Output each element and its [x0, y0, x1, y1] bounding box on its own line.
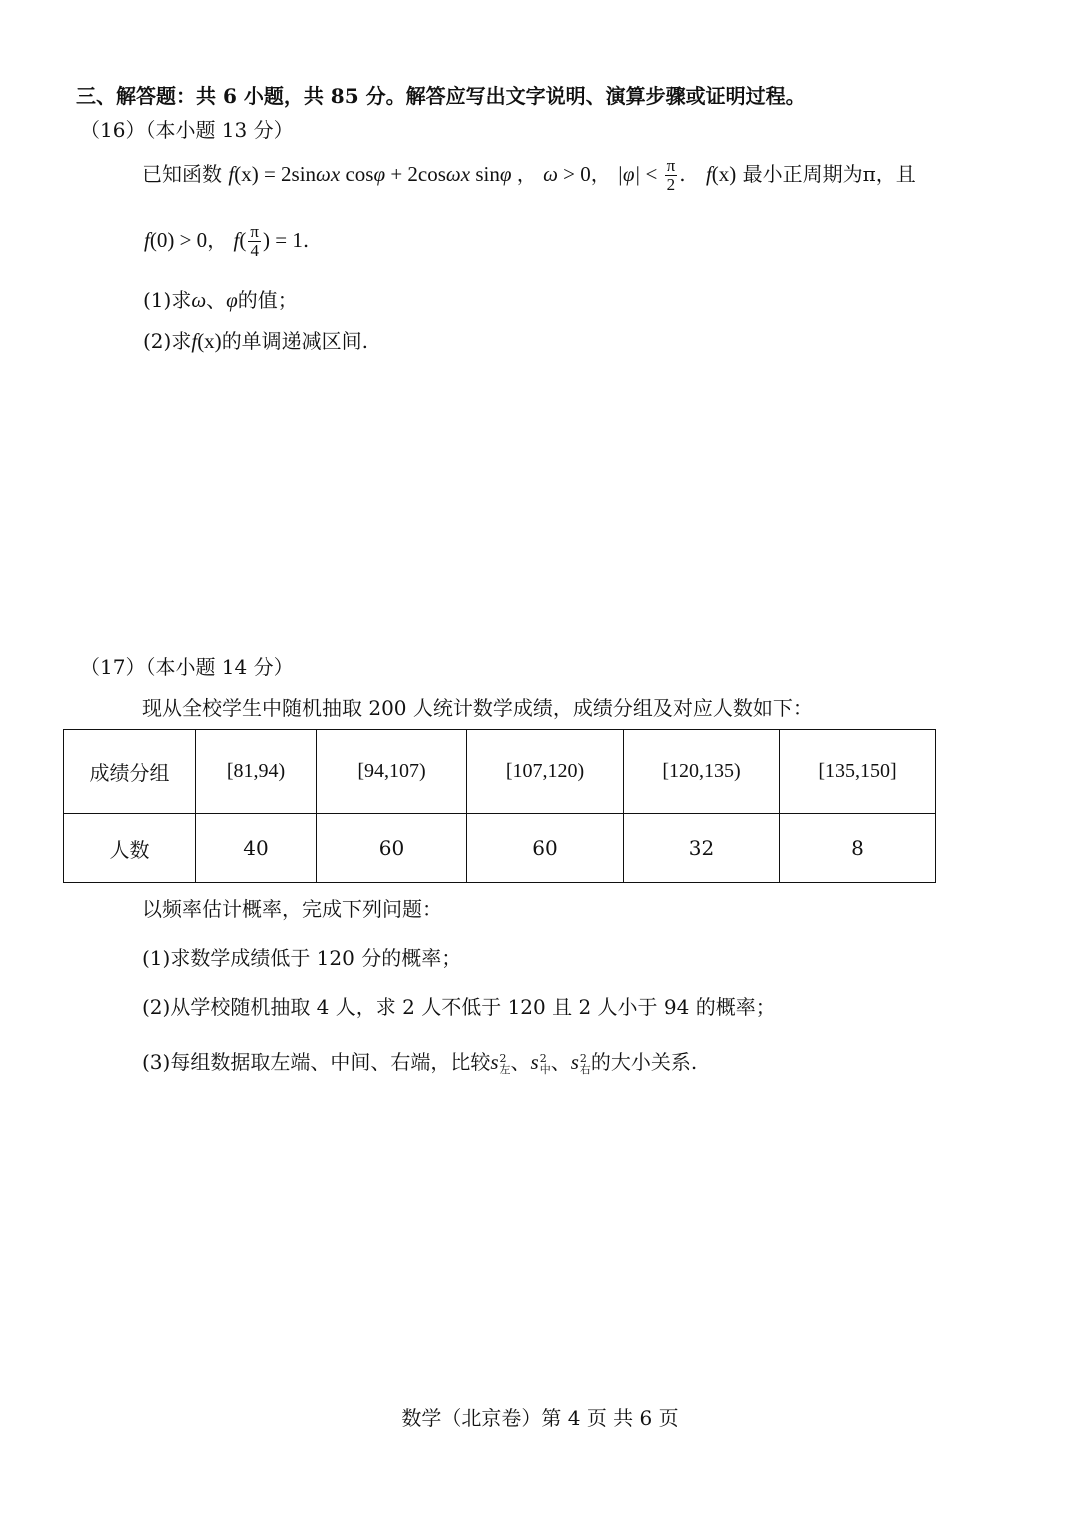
dot: .: [302, 228, 310, 252]
q17-note: 以频率估计概率，完成下列问题：: [142, 897, 442, 921]
q16-part2: [143, 325, 368, 354]
interval-cell: [94,107): [317, 730, 467, 814]
s-right-sup: 2: [579, 1051, 587, 1065]
table-row: [64, 730, 936, 814]
period-f: f: [705, 162, 712, 186]
sep: ，: [590, 162, 611, 186]
func-omega-x-2: ωx: [445, 162, 471, 186]
fraction-denominator: 2: [666, 175, 676, 194]
s-mid-scripts: [540, 1053, 551, 1075]
q16-text: 已知函数: [142, 162, 222, 186]
paren-close-eq: ) = 1: [262, 228, 303, 252]
s-left-sub: 左: [499, 1062, 511, 1076]
section-heading: 三、解答题：共 6 小题，共 85 分。解答应写出文字说明、演算步骤或证明过程。: [76, 84, 806, 108]
pi-over-2-fraction: [665, 157, 678, 194]
fraction-numerator: π: [666, 156, 676, 176]
s-right-var: s: [570, 1050, 579, 1074]
paren-open: (: [239, 228, 247, 252]
phi-abs: |φ|: [617, 162, 641, 186]
f0-arg: (0) > 0: [149, 228, 208, 252]
func-cos: cos: [340, 162, 374, 186]
func-phi-1: φ: [373, 162, 386, 186]
phi-var: φ: [226, 288, 238, 312]
func-phi-2: φ: [499, 162, 512, 186]
fraction-denominator: 4: [250, 241, 259, 260]
part1-text-end: 的值；: [237, 288, 298, 312]
f-pi4-f: f: [233, 228, 240, 252]
grade-distribution-table: [63, 729, 936, 883]
f-var: f: [191, 329, 198, 353]
q16-statement-line2: [144, 218, 309, 262]
x-arg: (x): [197, 329, 222, 353]
count-cell: 60: [317, 814, 467, 883]
q17-intro: 现从全校学生中随机抽取 200 人统计数学成绩，成绩分组及对应人数如下：: [142, 696, 813, 720]
func-f: f: [228, 162, 235, 186]
pi-over-4-fraction: [248, 223, 261, 260]
interval-cell: [135,150]: [780, 730, 936, 814]
f0-f: f: [144, 228, 150, 252]
count-cell: 40: [196, 814, 317, 883]
page-footer: 数学（北京卷）第 4 页 共 6 页: [401, 1406, 679, 1430]
s-mid-sub: 中: [539, 1062, 551, 1076]
part3-text-end: 的大小关系.: [590, 1050, 698, 1074]
phi-lt: <: [640, 162, 663, 186]
q16-part1: [143, 284, 298, 313]
interval-cell: [120,135): [624, 730, 780, 814]
s-left-scripts: [500, 1053, 511, 1075]
s-right-sub: 右: [579, 1062, 591, 1076]
sep: ，: [207, 228, 228, 252]
omega-cond-var: ω: [543, 162, 558, 186]
sep: ，: [516, 162, 537, 186]
q17-part3: [142, 1046, 697, 1075]
s-right-scripts: [580, 1053, 591, 1075]
row-header-count: 人数: [64, 814, 196, 883]
func-plus-cos: + 2cos: [385, 162, 446, 186]
part1-text: (1)求: [143, 288, 192, 312]
interval-cell: [81,94): [196, 730, 317, 814]
func-sin: sin: [470, 162, 500, 186]
dot: .: [679, 162, 686, 186]
func-omega-x-1: ωx: [316, 162, 341, 186]
part2-text-end: 的单调递减区间.: [221, 329, 369, 353]
func-eq: (x) = 2sin: [234, 162, 317, 186]
q16-statement-line1: [142, 154, 916, 194]
row-header-score-group: 成绩分组: [64, 730, 196, 814]
q16-label: （16）（本小题 13 分）: [80, 118, 294, 142]
count-cell: 8: [780, 814, 936, 883]
s-left-var: s: [490, 1050, 499, 1074]
s-left-sup: 2: [499, 1051, 507, 1065]
q17-part1: (1)求数学成绩低于 120 分的概率；: [142, 946, 462, 970]
omega-var: ω: [191, 288, 207, 312]
interval-cell: [107,120): [467, 730, 624, 814]
count-cell: 60: [467, 814, 624, 883]
period-text: 最小正周期为π，且: [736, 162, 916, 186]
period-x: (x): [711, 162, 737, 186]
q17-part2: (2)从学校随机抽取 4 人，求 2 人不低于 120 且 2 人小于 94 的概率；: [142, 995, 776, 1019]
q17-label: （17）（本小题 14 分）: [80, 655, 294, 679]
sep: 、: [550, 1050, 571, 1074]
s-mid-var: s: [530, 1050, 539, 1074]
table-row: [64, 814, 936, 883]
part3-text: (3)每组数据取左端、中间、右端，比较: [142, 1050, 491, 1074]
part2-text: (2)求: [143, 329, 192, 353]
omega-cond: > 0: [557, 162, 591, 186]
sep: 、: [206, 288, 227, 312]
fraction-numerator: π: [250, 222, 259, 242]
sep: 、: [510, 1050, 531, 1074]
s-mid-sup: 2: [539, 1051, 547, 1065]
count-cell: 32: [624, 814, 780, 883]
